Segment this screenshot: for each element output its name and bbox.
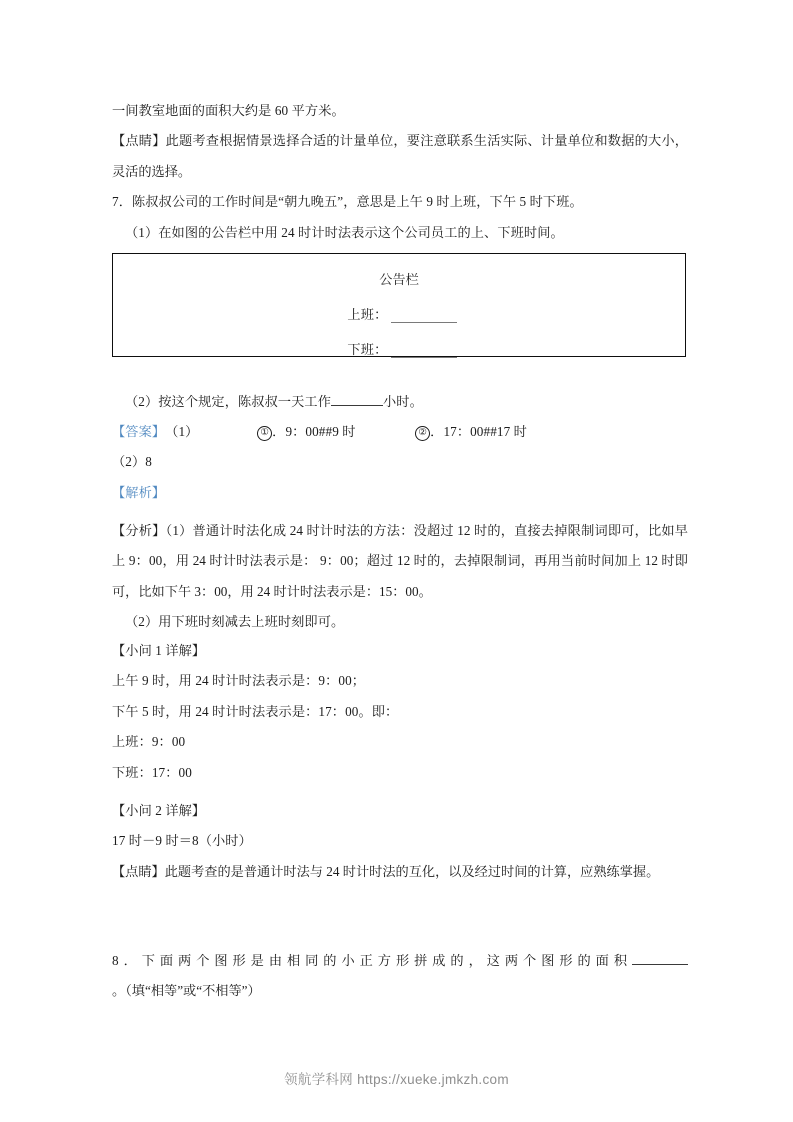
question8-stem-before: 8．下面两个图形是由相同的小正方形拼成的，这两个图形的面积 <box>112 953 632 968</box>
question7-sub1: （1）在如图的公告栏中用 24 时计时法表示这个公司员工的上、下班时间。 <box>125 224 564 240</box>
question8-blank[interactable] <box>632 964 688 965</box>
dianjing-note: 【点睛】此题考查的是普通计时法与 24 时计时法的互化，以及经过时间的计算，应熟练掌握。 <box>112 863 660 879</box>
question7-sub2-block <box>112 387 688 417</box>
question8-block <box>112 946 688 1007</box>
detail2-label: 【小问 2 详解】 <box>112 803 206 818</box>
analysis-paragraph-1 <box>112 516 688 607</box>
analysis-block <box>112 516 688 638</box>
question7-sub2 <box>112 387 688 417</box>
top-text-block <box>112 96 688 248</box>
question7-sub2-after: 小时。 <box>383 394 423 409</box>
bulletin-end-blank[interactable] <box>391 344 457 358</box>
circled-one-icon: ① <box>257 426 272 441</box>
classroom-area-line: 一间教室地面的面积大约是 60 平方米。 <box>112 103 345 118</box>
analysis-label: 【解析】 <box>112 484 166 500</box>
answer-line-1 <box>112 417 688 447</box>
answer-block <box>112 417 688 508</box>
detail1-line-3: 上班：9：00 <box>112 734 186 750</box>
question8-stem-after: 。（填“相等”或“不相等”） <box>112 983 261 999</box>
question8-stem <box>112 946 688 1007</box>
bulletin-board-box <box>112 253 686 357</box>
detail1-line-4: 下班：17：00 <box>112 764 192 780</box>
dianjing-previous-text: 【点睛】此题考查根据情景选择合适的计量单位，要注意联系生活实际、计量单位和数据的大小，灵活的选择。 <box>112 133 688 179</box>
fenxi-label: 【分析】 <box>112 523 166 538</box>
bulletin-end-label: 下班： <box>347 342 388 357</box>
answer-item-1-text: ．9：00##9 时 <box>272 424 356 439</box>
circled-two-icon: ② <box>415 426 430 441</box>
footer-watermark: 领航学科网 https://xueke.jmkzh.com <box>284 1072 509 1087</box>
answer-item-1 <box>257 417 415 447</box>
dianjing-note-previous <box>112 126 688 187</box>
detail2-block <box>112 796 688 887</box>
answer-item-2 <box>415 424 527 439</box>
question7-sub2-blank[interactable] <box>331 405 383 406</box>
bulletin-start-label: 上班： <box>347 307 388 322</box>
bulletin-row-start <box>113 304 685 323</box>
bulletin-row-end <box>113 339 685 358</box>
question7-sub2-before: （2）按这个规定，陈叔叔一天工作 <box>125 394 332 409</box>
detail1-block <box>112 636 688 788</box>
detail2-line-1: 17 时－9 时＝8（小时） <box>112 833 252 849</box>
bulletin-start-blank[interactable] <box>391 309 457 323</box>
question7-stem: 7．陈叔叔公司的工作时间是“朝九晚五”，意思是上午 9 时上班，下午 5 时下班。 <box>112 194 583 210</box>
detail1-label: 【小问 1 详解】 <box>112 643 206 658</box>
detail1-line-1: 上午 9 时，用 24 时计时法表示是：9：00； <box>112 673 366 689</box>
analysis-paragraph-2: （2）用下班时刻减去上班时刻即可。 <box>125 614 345 630</box>
analysis-label-line <box>112 478 688 508</box>
answer-item-2-text: ．17：00##17 时 <box>430 424 527 439</box>
answer-line-2: （2）8 <box>112 454 152 470</box>
answer-label: 【答案】 <box>112 424 166 439</box>
fenxi-text-1: （1）普通计时法化成 24 时计时法的方法：没超过 12 时的，直接去掉限制词即可，比如早上 9：00，用 24 时计时法表示是： 9：00；超过 12 时的，去掉限制词，再用当前时间加上 12 时即可，比如下午 3：00，用 24 时计时法表示是：15：00。 <box>112 523 688 599</box>
bulletin-title: 公告栏 <box>379 272 419 287</box>
detail1-line-2: 下午 5 时，用 24 时计时法表示是：17：00。即： <box>112 703 399 719</box>
answer-part1-number: （1） <box>165 424 199 439</box>
